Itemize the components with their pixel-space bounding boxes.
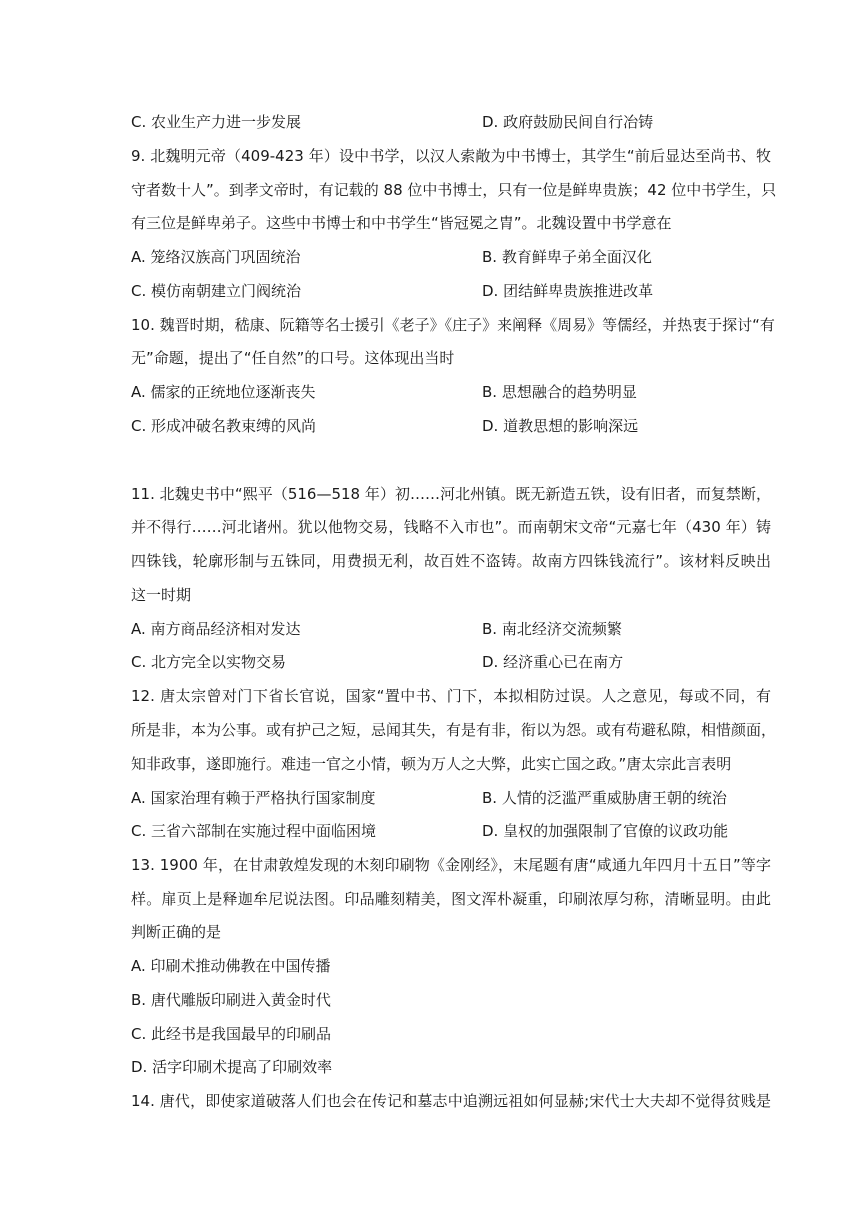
q10-option-b[interactable]: B. 思想融合的趋势明显 <box>482 383 637 401</box>
q11-option-b[interactable]: B. 南北经济交流频繁 <box>482 620 622 638</box>
q9-stem-line-2: 守者数十人”。到孝文帝时，有记载的 88 位中书博士，只有一位是鲜卑贵族；42 位中书学生，只 <box>131 181 777 199</box>
q12-option-c[interactable]: C. 三省六部制在实施过程中面临困境 <box>131 822 377 840</box>
q10-stem-line-2: 无”命题，提出了“任自然”的口号。这体现出当时 <box>131 349 455 367</box>
q13-stem-line-2: 样。扉页上是释迦牟尼说法图。印品雕刻精美，图文浑朴凝重，印刷浓厚匀称，清晰显明。由此 <box>131 890 771 908</box>
q12-options-ab <box>131 788 771 808</box>
q12-stem-line-2: 所是非，本为公事。或有护己之短，忌闻其失，有是有非，衔以为怨。或有苟避私隙，相惜颜面， <box>131 721 777 739</box>
q10-option-a[interactable]: A. 儒家的正统地位逐渐丧失 <box>131 383 316 401</box>
q8-options-cd <box>131 112 771 132</box>
q11-options-cd <box>131 652 771 672</box>
q13-option-a[interactable]: A. 印刷术推动佛教在中国传播 <box>131 957 331 975</box>
q9-option-c[interactable]: C. 模仿南朝建立门阀统治 <box>131 282 302 300</box>
q11-stem-line-4: 这一时期 <box>131 586 192 604</box>
q12-option-d[interactable]: D. 皇权的加强限制了官僚的议政功能 <box>482 822 729 840</box>
q12-option-b[interactable]: B. 人情的泛滥严重威胁唐王朝的统治 <box>482 789 727 807</box>
q11-option-c[interactable]: C. 北方完全以实物交易 <box>131 653 287 671</box>
q11-stem-line-3: 四铢钱，轮廓形制与五铢同，用费损无利，故百姓不盗铸。故南方四铢钱流行”。该材料反映出 <box>131 552 771 570</box>
q10-option-c[interactable]: C. 形成冲破名教束缚的风尚 <box>131 417 317 435</box>
q8-option-d[interactable]: D. 政府鼓励民间自行冶铸 <box>482 113 654 131</box>
q13-option-b[interactable]: B. 唐代雕版印刷进入黄金时代 <box>131 991 331 1009</box>
q11-option-a[interactable]: A. 南方商品经济相对发达 <box>131 620 301 638</box>
q10-stem-line-1: 10. 魏晋时期，嵇康、阮籍等名士援引《老子》《庄子》来阐释《周易》等儒经，并热衷于探讨“有 <box>131 316 775 334</box>
q10-option-d[interactable]: D. 道教思想的影响深远 <box>482 417 639 435</box>
q9-stem-line-3: 有三位是鲜卑弟子。这些中书博士和中书学生“皆冠冕之胄”。北魏设置中书学意在 <box>131 214 672 232</box>
q13-stem-line-3: 判断正确的是 <box>131 923 222 941</box>
q12-options-cd <box>131 821 771 841</box>
q13-stem-line-1: 13. 1900 年，在甘肃敦煌发现的木刻印刷物《金刚经》，末尾题有唐“咸通九年四月十五日”等字 <box>131 856 771 874</box>
q9-option-d[interactable]: D. 团结鲜卑贵族推进改革 <box>482 282 654 300</box>
q12-stem-line-3: 知非政事，遂即施行。难违一官之小情，顿为万人之大弊，此实亡国之政。”唐太宗此言表明 <box>131 755 732 773</box>
q9-option-a[interactable]: A. 笼络汉族高门巩固统治 <box>131 248 301 266</box>
q14-stem-line-1: 14. 唐代，即使家道破落人们也会在传记和墓志中追溯远祖如何显赫;宋代士大夫却不觉得贫贱是 <box>131 1092 771 1110</box>
q12-option-a[interactable]: A. 国家治理有赖于严格执行国家制度 <box>131 789 376 807</box>
q10-options-ab <box>131 382 771 402</box>
q13-option-c[interactable]: C. 此经书是我国最早的印刷品 <box>131 1025 332 1043</box>
q9-options-ab <box>131 247 771 267</box>
q11-options-ab <box>131 619 771 639</box>
q13-option-d[interactable]: D. 活字印刷术提高了印刷效率 <box>131 1058 333 1076</box>
q10-options-cd <box>131 416 771 436</box>
q11-stem-line-1: 11. 北魏史书中“熙平（516—518 年）初……河北州镇。既无新造五铁，设有旧者，而复禁断， <box>131 485 771 503</box>
q9-options-cd <box>131 281 771 301</box>
q12-stem-line-1: 12. 唐太宗曾对门下省长官说，国家“置中书、门下，本拟相防过误。人之意见，每或不同，有 <box>131 687 771 705</box>
q9-option-b[interactable]: B. 教育鲜卑子弟全面汉化 <box>482 248 652 266</box>
q9-stem-line-1: 9. 北魏明元帝（409-423 年）设中书学，以汉人索敞为中书博士，其学生“前后显达至尚书、牧 <box>131 147 771 165</box>
q11-option-d[interactable]: D. 经济重心已在南方 <box>482 653 624 671</box>
q8-option-c[interactable]: C. 农业生产力进一步发展 <box>131 113 302 131</box>
q11-stem-line-2: 并不得行……河北诸州。犹以他物交易，钱略不入市也”。而南朝宋文帝“元嘉七年（430 年）铸 <box>131 518 771 536</box>
